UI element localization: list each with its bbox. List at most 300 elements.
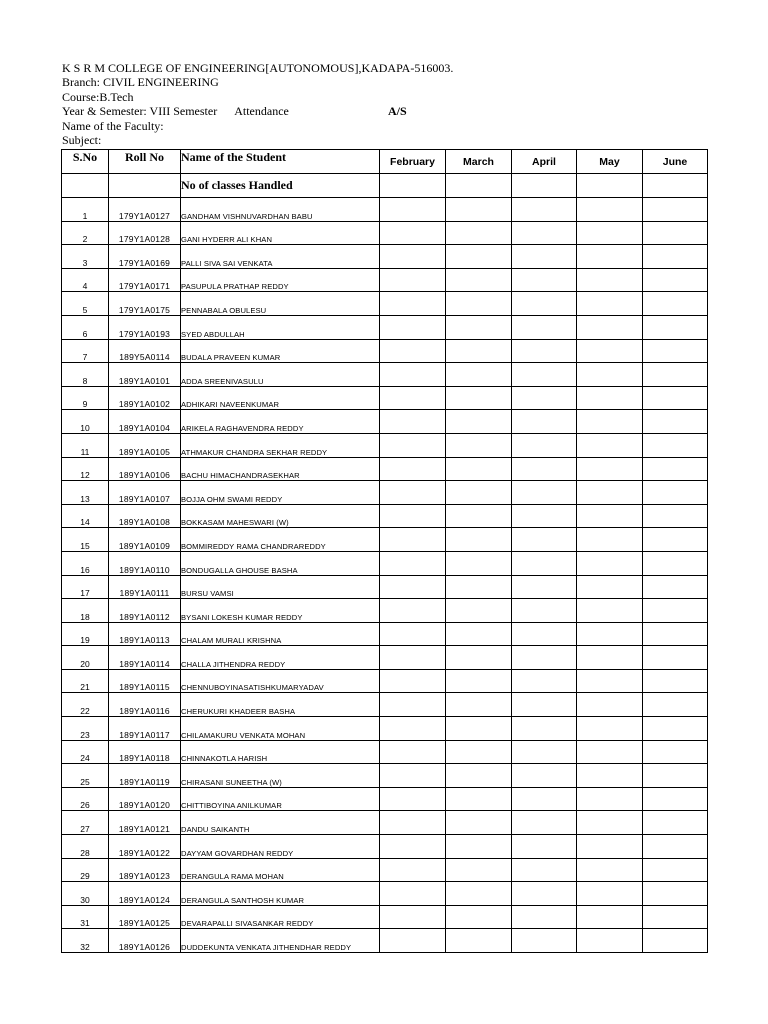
student-name: GANI HYDERR ALI KHAN	[181, 221, 380, 245]
attendance-cell[interactable]	[446, 811, 512, 835]
serial-number: 23	[62, 717, 109, 741]
attendance-cell[interactable]	[512, 693, 577, 717]
attendance-cell[interactable]	[577, 363, 643, 387]
attendance-cell[interactable]	[512, 410, 577, 434]
student-name: GANDHAM VISHNUVARDHAN BABU	[181, 198, 380, 222]
student-name: PENNABALA OBULESU	[181, 292, 380, 316]
roll-number: 189Y1A0117	[109, 717, 181, 741]
attendance-cell[interactable]	[446, 386, 512, 410]
serial-number: 9	[62, 386, 109, 410]
attendance-cell[interactable]	[380, 599, 446, 623]
roll-number: 179Y1A0127	[109, 198, 181, 222]
attendance-cell[interactable]	[512, 268, 577, 292]
attendance-cell[interactable]	[380, 410, 446, 434]
roll-number: 189Y1A0121	[109, 811, 181, 835]
attendance-cell[interactable]	[512, 504, 577, 528]
attendance-cell[interactable]	[512, 882, 577, 906]
roll-number: 189Y1A0125	[109, 905, 181, 929]
roll-number: 189Y5A0114	[109, 339, 181, 363]
serial-number: 28	[62, 835, 109, 859]
serial-number: 3	[62, 245, 109, 269]
attendance-cell[interactable]	[577, 315, 643, 339]
attendance-cell[interactable]	[380, 764, 446, 788]
attendance-cell[interactable]	[380, 363, 446, 387]
roll-number: 189Y1A0101	[109, 363, 181, 387]
attendance-cell[interactable]	[643, 740, 708, 764]
attendance-cell[interactable]	[643, 457, 708, 481]
table-row	[62, 575, 708, 599]
student-name: ADDA SREENIVASULU	[181, 363, 380, 387]
attendance-cell[interactable]	[643, 433, 708, 457]
attendance-cell[interactable]	[446, 198, 512, 222]
table-row	[62, 929, 708, 953]
roll-number: 189Y1A0126	[109, 929, 181, 953]
attendance-cell[interactable]	[380, 929, 446, 953]
serial-number: 20	[62, 646, 109, 670]
attendance-cell[interactable]	[512, 551, 577, 575]
attendance-cell[interactable]	[577, 835, 643, 859]
attendance-cell[interactable]	[380, 457, 446, 481]
attendance-cell[interactable]	[643, 245, 708, 269]
attendance-cell[interactable]	[446, 315, 512, 339]
student-name: CHALLA JITHENDRA REDDY	[181, 646, 380, 670]
roll-number: 189Y1A0104	[109, 410, 181, 434]
student-name: ARIKELA RAGHAVENDRA REDDY	[181, 410, 380, 434]
attendance-cell[interactable]	[577, 504, 643, 528]
attendance-label: Attendance	[234, 104, 289, 118]
serial-number: 25	[62, 764, 109, 788]
student-name: CHALAM MURALI KRISHNA	[181, 622, 380, 646]
attendance-cell[interactable]	[380, 433, 446, 457]
attendance-cell[interactable]	[380, 740, 446, 764]
table-row	[62, 764, 708, 788]
attendance-cell[interactable]	[446, 717, 512, 741]
roll-number: 189Y1A0116	[109, 693, 181, 717]
student-name: BONDUGALLA GHOUSE BASHA	[181, 551, 380, 575]
attendance-cell[interactable]	[577, 811, 643, 835]
serial-number: 15	[62, 528, 109, 552]
attendance-cell[interactable]	[643, 646, 708, 670]
attendance-cell[interactable]	[380, 386, 446, 410]
attendance-cell[interactable]	[512, 599, 577, 623]
attendance-cell[interactable]	[512, 363, 577, 387]
student-name: CHERUKURI KHADEER BASHA	[181, 693, 380, 717]
attendance-cell[interactable]	[446, 433, 512, 457]
attendance-cell[interactable]	[643, 929, 708, 953]
attendance-cell[interactable]	[446, 363, 512, 387]
attendance-cell[interactable]	[512, 386, 577, 410]
attendance-cell[interactable]	[643, 339, 708, 363]
attendance-cell[interactable]	[380, 811, 446, 835]
student-name: BOJJA OHM SWAMI REDDY	[181, 481, 380, 505]
attendance-cell[interactable]	[446, 410, 512, 434]
roll-number: 179Y1A0193	[109, 315, 181, 339]
attendance-cell[interactable]	[512, 646, 577, 670]
attendance-cell[interactable]	[643, 410, 708, 434]
col-month-february: February	[380, 150, 446, 174]
attendance-cell[interactable]	[446, 764, 512, 788]
roll-number: 189Y1A0112	[109, 599, 181, 623]
attendance-cell[interactable]	[643, 622, 708, 646]
table-row	[62, 599, 708, 623]
attendance-cell[interactable]	[577, 551, 643, 575]
attendance-cell[interactable]	[643, 363, 708, 387]
attendance-cell[interactable]	[643, 764, 708, 788]
attendance-cell[interactable]	[577, 905, 643, 929]
classes-handled-row	[62, 174, 708, 198]
roll-number: 189Y1A0108	[109, 504, 181, 528]
attendance-cell[interactable]	[380, 504, 446, 528]
as-label: A/S	[388, 104, 407, 118]
roll-number: 189Y1A0110	[109, 551, 181, 575]
attendance-cell[interactable]	[512, 245, 577, 269]
roll-number: 189Y1A0109	[109, 528, 181, 552]
roll-number: 189Y1A0107	[109, 481, 181, 505]
student-name: PASUPULA PRATHAP REDDY	[181, 268, 380, 292]
attendance-cell[interactable]	[643, 292, 708, 316]
attendance-cell[interactable]	[577, 764, 643, 788]
roll-number: 179Y1A0128	[109, 221, 181, 245]
table-row	[62, 268, 708, 292]
faculty-line: Name of the Faculty:	[62, 119, 164, 133]
attendance-cell[interactable]	[577, 457, 643, 481]
attendance-cell[interactable]	[577, 221, 643, 245]
year-semester-line	[62, 104, 289, 118]
attendance-cell[interactable]	[512, 528, 577, 552]
roll-number: 189Y1A0115	[109, 669, 181, 693]
roll-number: 189Y1A0102	[109, 386, 181, 410]
table-row	[62, 811, 708, 835]
attendance-cell[interactable]	[380, 622, 446, 646]
serial-number: 10	[62, 410, 109, 434]
attendance-cell[interactable]	[643, 528, 708, 552]
attendance-cell[interactable]	[512, 811, 577, 835]
roll-number: 179Y1A0175	[109, 292, 181, 316]
attendance-cell[interactable]	[577, 740, 643, 764]
table-row	[62, 245, 708, 269]
table-row	[62, 905, 708, 929]
attendance-cell[interactable]	[380, 575, 446, 599]
attendance-cell[interactable]	[577, 198, 643, 222]
col-roll-header: Roll No	[109, 150, 181, 174]
attendance-cell[interactable]	[380, 669, 446, 693]
attendance-cell[interactable]	[577, 386, 643, 410]
serial-number: 13	[62, 481, 109, 505]
roll-number: 179Y1A0171	[109, 268, 181, 292]
attendance-cell[interactable]	[512, 905, 577, 929]
roll-number: 189Y1A0124	[109, 882, 181, 906]
attendance-cell[interactable]	[577, 717, 643, 741]
attendance-cell[interactable]	[512, 622, 577, 646]
attendance-cell[interactable]	[577, 481, 643, 505]
attendance-table	[61, 149, 708, 953]
attendance-cell[interactable]	[512, 929, 577, 953]
attendance-cell[interactable]	[446, 858, 512, 882]
roll-number: 189Y1A0122	[109, 835, 181, 859]
table-row	[62, 693, 708, 717]
attendance-cell[interactable]	[512, 858, 577, 882]
attendance-cell[interactable]	[577, 292, 643, 316]
student-name: CHITTIBOYINA ANILKUMAR	[181, 787, 380, 811]
student-name: CHENNUBOYINASATISHKUMARYADAV	[181, 669, 380, 693]
roll-number: 189Y1A0120	[109, 787, 181, 811]
attendance-cell[interactable]	[643, 575, 708, 599]
attendance-cell[interactable]	[380, 905, 446, 929]
table-row	[62, 528, 708, 552]
attendance-cell[interactable]	[446, 481, 512, 505]
student-name: DUDDEKUNTA VENKATA JITHENDHAR REDDY	[181, 929, 380, 953]
attendance-cell[interactable]	[380, 315, 446, 339]
classes-cell[interactable]	[643, 174, 708, 198]
roll-number: 189Y1A0119	[109, 764, 181, 788]
attendance-cell[interactable]	[380, 481, 446, 505]
year-semester-label: Year & Semester: VIII Semester	[62, 104, 218, 118]
serial-number: 12	[62, 457, 109, 481]
roll-number: 189Y1A0114	[109, 646, 181, 670]
table-row	[62, 669, 708, 693]
college-title: K S R M COLLEGE OF ENGINEERING[AUTONOMOUS],KADAPA-516003.	[62, 61, 454, 75]
attendance-cell[interactable]	[380, 787, 446, 811]
roll-number: 189Y1A0111	[109, 575, 181, 599]
student-name: DERANGULA RAMA MOHAN	[181, 858, 380, 882]
attendance-cell[interactable]	[512, 787, 577, 811]
attendance-cell[interactable]	[512, 221, 577, 245]
attendance-cell[interactable]	[512, 575, 577, 599]
student-name: BOKKASAM MAHESWARI (W)	[181, 504, 380, 528]
attendance-cell[interactable]	[577, 599, 643, 623]
table-header-row	[62, 150, 708, 174]
attendance-cell[interactable]	[643, 481, 708, 505]
attendance-cell[interactable]	[643, 504, 708, 528]
serial-number: 6	[62, 315, 109, 339]
student-name: CHINNAKOTLA HARISH	[181, 740, 380, 764]
table-row	[62, 504, 708, 528]
table-row	[62, 457, 708, 481]
student-name: PALLI SIVA SAI VENKATA	[181, 245, 380, 269]
attendance-cell[interactable]	[577, 669, 643, 693]
attendance-cell[interactable]	[643, 551, 708, 575]
student-name: BYSANI LOKESH KUMAR REDDY	[181, 599, 380, 623]
attendance-cell[interactable]	[446, 528, 512, 552]
attendance-cell[interactable]	[512, 764, 577, 788]
attendance-cell[interactable]	[577, 528, 643, 552]
col-month-april: April	[512, 150, 577, 174]
attendance-cell[interactable]	[577, 339, 643, 363]
classes-cell[interactable]	[512, 174, 577, 198]
col-month-march: March	[446, 150, 512, 174]
attendance-cell[interactable]	[512, 740, 577, 764]
attendance-cell[interactable]	[512, 457, 577, 481]
col-name-header: Name of the Student	[181, 150, 380, 174]
subject-line: Subject:	[62, 133, 102, 147]
attendance-cell[interactable]	[643, 669, 708, 693]
serial-number: 8	[62, 363, 109, 387]
serial-number: 32	[62, 929, 109, 953]
serial-number: 21	[62, 669, 109, 693]
attendance-cell[interactable]	[643, 835, 708, 859]
attendance-cell[interactable]	[512, 717, 577, 741]
roll-number: 189Y1A0105	[109, 433, 181, 457]
attendance-cell[interactable]	[380, 268, 446, 292]
attendance-cell[interactable]	[446, 929, 512, 953]
table-row	[62, 787, 708, 811]
attendance-cell[interactable]	[512, 292, 577, 316]
attendance-cell[interactable]	[380, 693, 446, 717]
attendance-cell[interactable]	[577, 268, 643, 292]
table-row	[62, 363, 708, 387]
table-row	[62, 646, 708, 670]
attendance-cell[interactable]	[643, 811, 708, 835]
attendance-cell[interactable]	[577, 882, 643, 906]
attendance-cell[interactable]	[380, 882, 446, 906]
col-sno-header: S.No	[62, 150, 109, 174]
attendance-cell[interactable]	[512, 835, 577, 859]
attendance-cell[interactable]	[577, 858, 643, 882]
attendance-cell[interactable]	[577, 245, 643, 269]
attendance-cell[interactable]	[446, 504, 512, 528]
student-name: BACHU HIMACHANDRASEKHAR	[181, 457, 380, 481]
roll-number: 189Y1A0123	[109, 858, 181, 882]
attendance-cell[interactable]	[446, 551, 512, 575]
attendance-cell[interactable]	[446, 835, 512, 859]
student-name: BURSU VAMSI	[181, 575, 380, 599]
attendance-cell[interactable]	[446, 787, 512, 811]
attendance-cell[interactable]	[512, 669, 577, 693]
attendance-cell[interactable]	[512, 433, 577, 457]
serial-number: 29	[62, 858, 109, 882]
classes-cell[interactable]	[446, 174, 512, 198]
attendance-cell[interactable]	[446, 599, 512, 623]
attendance-cell[interactable]	[577, 693, 643, 717]
attendance-cell[interactable]	[446, 221, 512, 245]
attendance-cell[interactable]	[577, 410, 643, 434]
attendance-cell[interactable]	[512, 481, 577, 505]
attendance-cell[interactable]	[643, 905, 708, 929]
attendance-cell[interactable]	[446, 740, 512, 764]
student-name: DEVARAPALLI SIVASANKAR REDDY	[181, 905, 380, 929]
student-name: DERANGULA SANTHOSH KUMAR	[181, 882, 380, 906]
attendance-cell[interactable]	[446, 905, 512, 929]
attendance-cell[interactable]	[577, 787, 643, 811]
attendance-cell[interactable]	[643, 858, 708, 882]
attendance-cell[interactable]	[446, 268, 512, 292]
serial-number: 5	[62, 292, 109, 316]
table-row	[62, 551, 708, 575]
table-row	[62, 386, 708, 410]
table-row	[62, 481, 708, 505]
attendance-cell[interactable]	[446, 622, 512, 646]
roll-number: 189Y1A0106	[109, 457, 181, 481]
attendance-cell[interactable]	[446, 693, 512, 717]
roll-number: 189Y1A0118	[109, 740, 181, 764]
serial-number: 31	[62, 905, 109, 929]
classes-handled-label: No of classes Handled	[181, 174, 380, 198]
attendance-cell[interactable]	[643, 386, 708, 410]
serial-number: 24	[62, 740, 109, 764]
attendance-cell[interactable]	[380, 717, 446, 741]
table-row	[62, 221, 708, 245]
serial-number: 2	[62, 221, 109, 245]
serial-number: 14	[62, 504, 109, 528]
attendance-cell[interactable]	[380, 551, 446, 575]
attendance-cell[interactable]	[446, 575, 512, 599]
attendance-cell[interactable]	[512, 198, 577, 222]
student-name: ADHIKARI NAVEENKUMAR	[181, 386, 380, 410]
table-row	[62, 622, 708, 646]
attendance-cell[interactable]	[446, 646, 512, 670]
attendance-cell[interactable]	[643, 221, 708, 245]
table-row	[62, 339, 708, 363]
attendance-cell[interactable]	[643, 268, 708, 292]
serial-number: 27	[62, 811, 109, 835]
serial-number: 22	[62, 693, 109, 717]
attendance-cell[interactable]	[643, 882, 708, 906]
table-row	[62, 198, 708, 222]
attendance-cell[interactable]	[380, 339, 446, 363]
attendance-cell[interactable]	[380, 858, 446, 882]
attendance-cell[interactable]	[446, 339, 512, 363]
attendance-cell[interactable]	[577, 622, 643, 646]
serial-number: 18	[62, 599, 109, 623]
attendance-cell[interactable]	[446, 245, 512, 269]
branch-line: Branch: CIVIL ENGINEERING	[62, 75, 219, 89]
attendance-cell[interactable]	[512, 315, 577, 339]
table-row	[62, 717, 708, 741]
student-name: DANDU SAIKANTH	[181, 811, 380, 835]
serial-number: 4	[62, 268, 109, 292]
roll-number: 179Y1A0169	[109, 245, 181, 269]
attendance-cell[interactable]	[643, 315, 708, 339]
serial-number: 17	[62, 575, 109, 599]
attendance-cell[interactable]	[643, 787, 708, 811]
student-name: CHIRASANI SUNEETHA (W)	[181, 764, 380, 788]
attendance-cell[interactable]	[643, 599, 708, 623]
attendance-cell[interactable]	[446, 882, 512, 906]
classes-cell[interactable]	[577, 174, 643, 198]
attendance-cell[interactable]	[446, 669, 512, 693]
course-line: Course:B.Tech	[62, 90, 134, 104]
attendance-cell[interactable]	[380, 198, 446, 222]
attendance-cell[interactable]	[380, 646, 446, 670]
serial-number: 11	[62, 433, 109, 457]
attendance-cell[interactable]	[380, 245, 446, 269]
student-name: BUDALA PRAVEEN KUMAR	[181, 339, 380, 363]
student-name: SYED ABDULLAH	[181, 315, 380, 339]
attendance-cell[interactable]	[380, 528, 446, 552]
attendance-cell[interactable]	[380, 221, 446, 245]
table-row	[62, 433, 708, 457]
student-name: ATHMAKUR CHANDRA SEKHAR REDDY	[181, 433, 380, 457]
attendance-cell[interactable]	[577, 646, 643, 670]
attendance-cell[interactable]	[577, 433, 643, 457]
col-month-june: June	[643, 150, 708, 174]
roll-number: 189Y1A0113	[109, 622, 181, 646]
attendance-cell[interactable]	[380, 292, 446, 316]
serial-number: 1	[62, 198, 109, 222]
attendance-cell[interactable]	[643, 198, 708, 222]
attendance-cell[interactable]	[643, 717, 708, 741]
attendance-cell[interactable]	[446, 457, 512, 481]
attendance-cell[interactable]	[577, 929, 643, 953]
attendance-cell[interactable]	[643, 693, 708, 717]
attendance-cell[interactable]	[446, 292, 512, 316]
attendance-cell[interactable]	[577, 575, 643, 599]
attendance-cell[interactable]	[512, 339, 577, 363]
attendance-cell[interactable]	[380, 835, 446, 859]
classes-cell[interactable]	[380, 174, 446, 198]
table-row	[62, 835, 708, 859]
serial-number: 19	[62, 622, 109, 646]
